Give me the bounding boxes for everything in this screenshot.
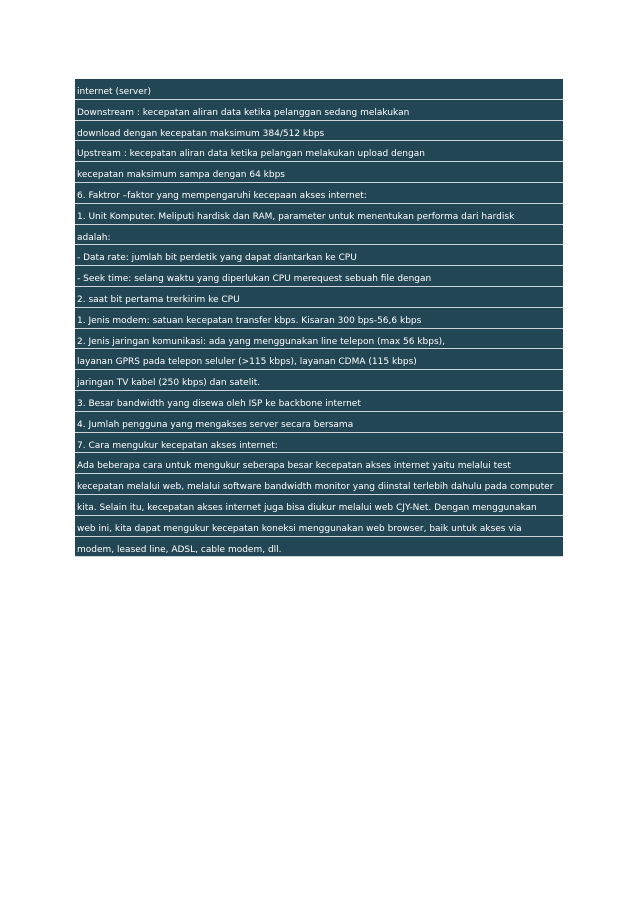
text-line: Upstream : kecepatan aliran data ketika pelangan melakukan upload dengan	[75, 141, 563, 162]
text-line: modem, leased line, ADSL, cable modem, dll.	[75, 537, 563, 558]
text-line: - Seek time: selang waktu yang diperlukan CPU merequest sebuah file dengan	[75, 266, 563, 287]
text-line: layanan GPRS pada telepon seluler (>115 kbps), layanan CDMA (115 kbps)	[75, 349, 563, 370]
text-line: 2. Jenis jaringan komunikasi: ada yang menggunakan line telepon (max 56 kbps),	[75, 329, 563, 350]
text-line: 4. Jumlah pengguna yang mengakses server secara bersama	[75, 412, 563, 433]
text-line: internet (server)	[75, 79, 563, 100]
text-line: kecepatan melalui web, melalui software bandwidth monitor yang diinstal terlebih dahulu pada computer	[75, 474, 563, 495]
text-line: 2. saat bit pertama trerkirim ke CPU	[75, 287, 563, 308]
text-line: - Data rate: jumlah bit perdetik yang dapat diantarkan ke CPU	[75, 245, 563, 266]
text-line: download dengan kecepatan maksimum 384/512 kbps	[75, 121, 563, 142]
text-line: Downstream : kecepatan aliran data ketika pelanggan sedang melakukan	[75, 100, 563, 121]
text-line: adalah:	[75, 225, 563, 246]
text-line: jaringan TV kabel (250 kbps) dan satelit.	[75, 370, 563, 391]
text-block	[75, 79, 563, 557]
text-line: Ada beberapa cara untuk mengukur seberapa besar kecepatan akses internet yaitu melalui test	[75, 453, 563, 474]
text-line: 7. Cara mengukur kecepatan akses internet:	[75, 433, 563, 454]
text-line: 1. Unit Komputer. Meliputi hardisk dan RAM, parameter untuk menentukan performa dari hardisk	[75, 204, 563, 225]
text-line: 1. Jenis modem: satuan kecepatan transfer kbps. Kisaran 300 bps-56,6 kbps	[75, 308, 563, 329]
text-line: kecepatan maksimum sampa dengan 64 kbps	[75, 162, 563, 183]
text-line: 3. Besar bandwidth yang disewa oleh ISP ke backbone internet	[75, 391, 563, 412]
text-line: 6. Faktror –faktor yang mempengaruhi kecepaan akses internet:	[75, 183, 563, 204]
text-line: web ini, kita dapat mengukur kecepatan koneksi menggunakan web browser, baik untuk akses via	[75, 516, 563, 537]
text-line: kita. Selain itu, kecepatan akses internet juga bisa diukur melalui web CJY-Net. Dengan menggunakan	[75, 495, 563, 516]
